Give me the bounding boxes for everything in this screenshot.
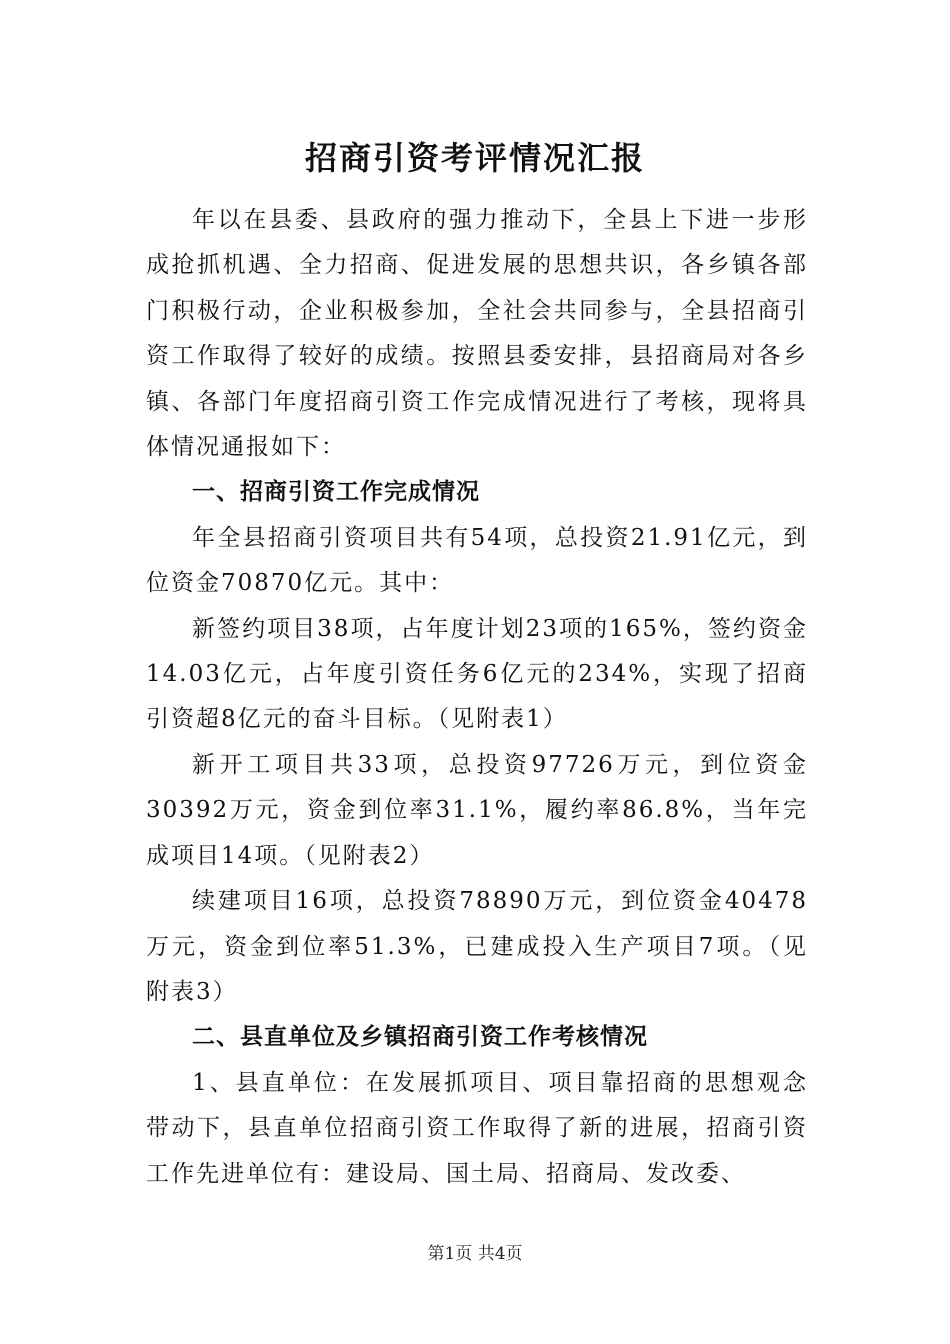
- section-heading-1: 一、招商引资工作完成情况: [192, 479, 480, 506]
- new-signed-paragraph: 新签约项目38项，占年度计划23项的165%，签约资金14.03亿元，占年度引资任务6亿元的234%，实现了招商引资超8亿元的奋斗目标。（见附表1）: [146, 615, 808, 733]
- page-footer: 第1页 共4页: [427, 1244, 523, 1264]
- continued-paragraph: 续建项目16项，总投资78890万元，到位资金40478万元，资金到位率51.3%，已建成投入生产项目7项。（见附表3）: [146, 888, 808, 1005]
- document-title: 招商引资考评情况汇报: [304, 139, 645, 177]
- county-units-paragraph: 1、县直单位：在发展抓项目、项目靠招商的思想观念带动下，县直单位招商引资工作取得了新的进展，招商引资工作先进单位有：建设局、国土局、招商局、发改委、: [146, 1069, 808, 1187]
- document-body: [146, 198, 808, 1197]
- section-heading-2: 二、县直单位及乡镇招商引资工作考核情况: [192, 1024, 648, 1051]
- new-started-paragraph: 新开工项目共33项，总投资97726万元，到位资金30392万元，资金到位率31.1%，履约率86.8%，当年完成项目14项。（见附表2）: [146, 751, 808, 869]
- intro-paragraph: 年以在县委、县政府的强力推动下，全县上下进一步形成抢抓机遇、全力招商、促进发展的思想共识，各乡镇各部门积极行动，企业积极参加，全社会共同参与，全县招商引资工作取得了较好的成绩。按照县委安排，县招商局对各乡镇、各部门年度招商引资工作完成情况进行了考核，现将具体情况通报如下：: [146, 207, 808, 461]
- summary-paragraph: 年全县招商引资项目共有54项，总投资21.91亿元，到位资金70870亿元。其中：: [146, 524, 808, 597]
